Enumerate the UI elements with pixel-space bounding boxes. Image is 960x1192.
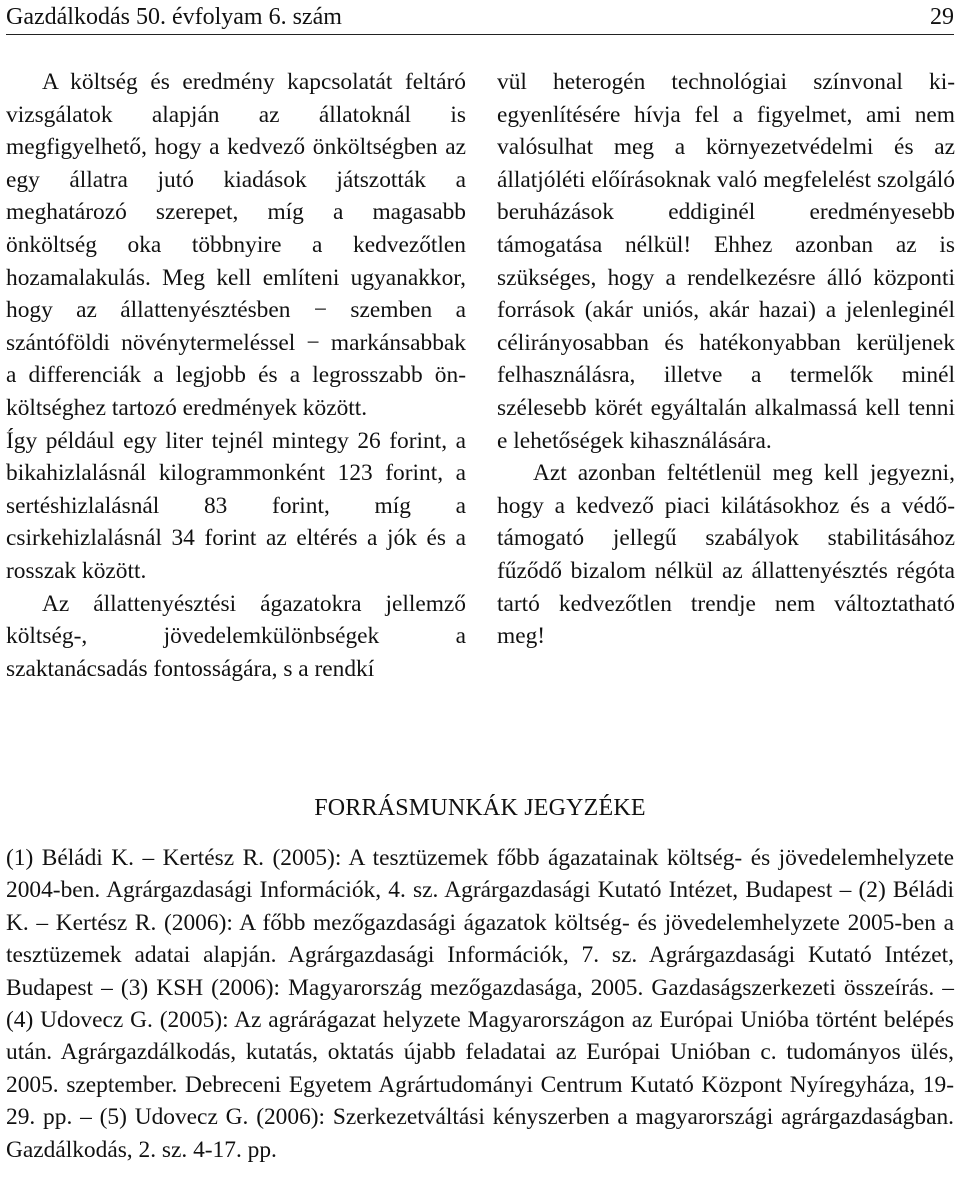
body-paragraph: Így például egy liter tejnél mintegy 26 forint, a bikahizlalásnál kilogrammonként 123 forint, a sertéshizlalásnál 83 forint, míg a csirkehizlalásnál 34 forint az eltérés a jók és a rosszak között. xyxy=(6,427,466,584)
body-paragraph: Azt azonban feltétlenül meg kell jegyezni, hogy a kedvező piaci kilátásokhoz és a védő-támogató jellegű szabályok stabilitásához fűződő bizalom nélkül az állattenyésztés régóta tartó kedvezőtlen trendje nem változtatható meg! xyxy=(497,460,955,650)
body-paragraph: vül heterogén technológiai színvonal kiegyenlítésére hívja fel a figyelmet, ami nem valósulhat meg a környezetvédelmi és az állatjóléti előírásoknak való megfelelést szolgáló beruházások eddiginél eredményesebb támogatása nélkül! Ehhez azonban az is szükséges, hogy a rendelkezésre álló központi források (akár uniós, akár hazai) a jelenleginél célirányosabban és hatékonyabban kerüljenek felhasználásra, illetve a termelők minél szélesebb körét egyáltalán alkalmassá kell tenni e lehetőségek kihasználására. xyxy=(497,69,955,454)
body-paragraph: A költség és eredmény kapcsolatát feltáró vizsgálatok alapján az állatoknál is megfigyelhető, hogy a kedvező önköltségben az egy állatra jutó kiadások játszották a meghatározó szerepet, míg a magasabb önköltség oka többnyire a kedvezőtlen hozamalakulás. Meg kell említeni ugyanakkor, hogy az állattenyésztésben − szemben a szántóföldi növénytermeléssel − markánsabbak a differenciák a legjobb és a legrosszabb önköltséghez tartozó eredmények között. xyxy=(6,69,466,421)
journal-issue-label: Gazdálkodás 50. évfolyam 6. szám xyxy=(6,4,342,30)
body-paragraph: Az állattenyésztési ágazatokra jellemző költség-, jövedelemkülönbségek a szaktanácsadás fontosságára, s a rendkí xyxy=(6,590,466,682)
references-heading: FORRÁSMUNKÁK JEGYZÉKE xyxy=(314,795,646,821)
references-list xyxy=(6,842,954,1166)
left-text-column xyxy=(6,66,466,685)
right-text-column xyxy=(497,66,955,653)
page-number: 29 xyxy=(930,4,954,30)
references-text: (1) Béládi K. – Kertész R. (2005): A tesztüzemek főbb ágazatainak költség- és jövedelemhelyzete 2004-ben. Agrárgazdasági Információk, 4. sz. Agrárgazdasági Kutató Intézet, Budapest – (2) Béládi K. – Kertész R. (2006): A főbb mezőgazdasági ágazatok költség- és jövedelemhelyzete 2005-ben a tesztüzemek adatai alapján. Agrárgazdasági Információk, 7. sz. Agrárgazdasági Kutató Intézet, Budapest – (3) KSH (2006): Magyarország mezőgazdasága, 2005. Gazdaságszerkezeti összeírás. – (4) Udovecz G. (2005): Az agrárágazat helyzete Magyarországon az Európai Unióba történt belépés után. Agrárgazdálkodás, kutatás, oktatás újabb feladatai az Európai Unióban c. tudományos ülés, 2005. szeptember. Debreceni Egyetem Agrártudományi Centrum Kutató Központ Nyíregyháza, 19-29. pp. – (5) Udovecz G. (2006): Szerkezetváltási kényszerben a magyarországi agrárgazdaságban. Gazdálkodás, 2. sz. 4-17. pp. xyxy=(6,845,954,1163)
running-header xyxy=(6,2,954,35)
